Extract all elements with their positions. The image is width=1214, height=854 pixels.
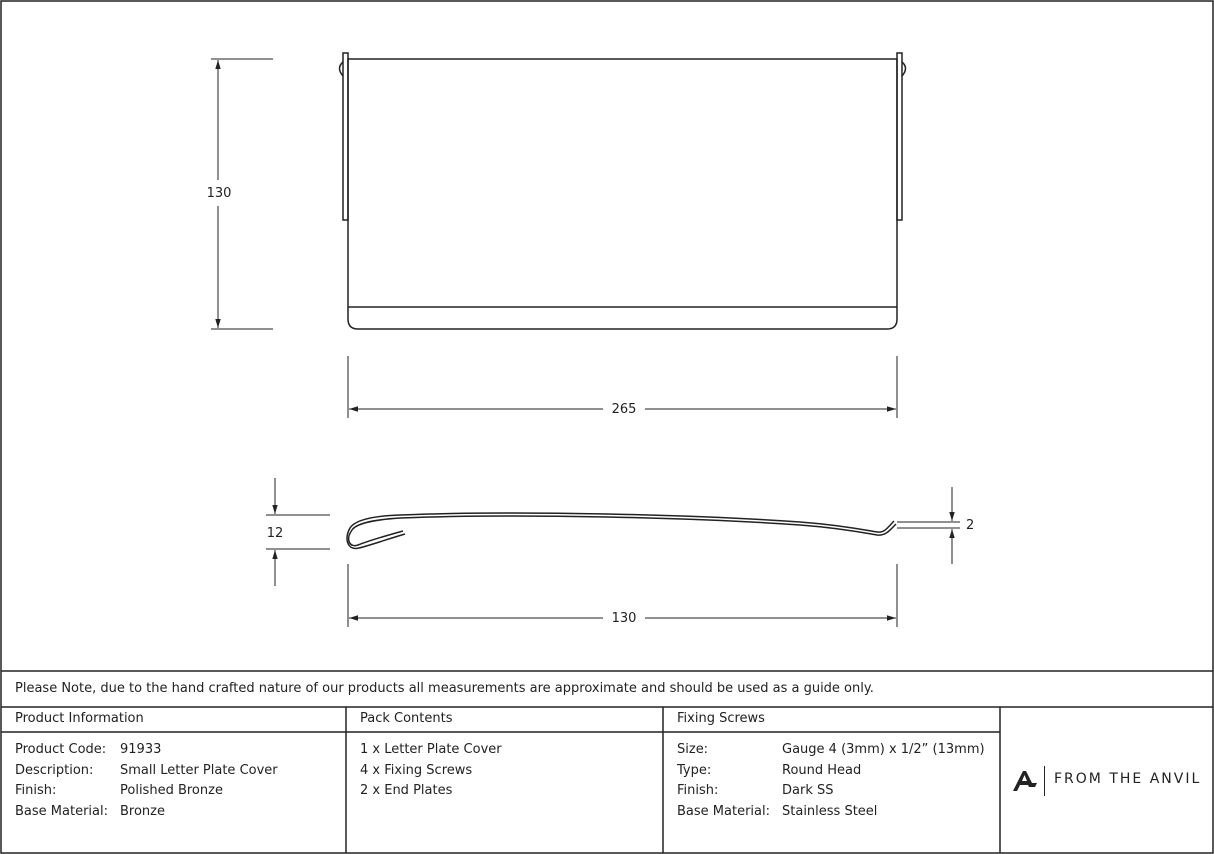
pack-contents-item: 4 x Fixing Screws xyxy=(360,763,473,778)
description-value: Small Letter Plate Cover xyxy=(120,763,278,778)
description-label: Description: xyxy=(15,763,94,778)
base-material-label: Base Material: xyxy=(15,804,108,819)
screw-base-material-label: Base Material: xyxy=(677,804,770,819)
product-information-heading: Product Information xyxy=(15,711,144,726)
finish-label: Finish: xyxy=(15,783,57,798)
dimension-front-width-label: 265 xyxy=(611,402,637,417)
dimension-side-length-label: 130 xyxy=(611,611,637,626)
pack-contents-item: 2 x End Plates xyxy=(360,783,453,798)
brand-name: FROM THE ANVIL xyxy=(1054,771,1202,787)
screw-type-value: Round Head xyxy=(782,763,862,778)
screw-size-label: Size: xyxy=(677,742,709,757)
dimension-side-height-label: 12 xyxy=(266,526,284,541)
screw-finish-label: Finish: xyxy=(677,783,719,798)
finish-value: Polished Bronze xyxy=(120,783,223,798)
sheet-frame xyxy=(1,1,1213,853)
dimension-front-height-label: 130 xyxy=(206,186,232,201)
pack-contents-item: 1 x Letter Plate Cover xyxy=(360,742,502,757)
dimension-side-thickness xyxy=(897,487,960,564)
fixing-screws-heading: Fixing Screws xyxy=(677,711,765,726)
screw-base-material-value: Stainless Steel xyxy=(782,804,878,819)
product-code-value: 91933 xyxy=(120,742,162,757)
base-material-value: Bronze xyxy=(120,804,165,819)
side-view-profile xyxy=(347,513,896,548)
disclaimer-note: Please Note, due to the hand crafted nature of our products all measurements are approximate and should be used as a guide only. xyxy=(15,681,874,696)
screw-size-value: Gauge 4 (3mm) x 1/2” (13mm) xyxy=(782,742,985,757)
dimension-side-thickness-label: 2 xyxy=(966,518,975,533)
pack-contents-heading: Pack Contents xyxy=(360,711,453,726)
product-code-label: Product Code: xyxy=(15,742,107,757)
screw-type-label: Type: xyxy=(677,763,712,778)
screw-finish-value: Dark SS xyxy=(782,783,834,798)
front-view-letter-plate xyxy=(340,53,906,329)
